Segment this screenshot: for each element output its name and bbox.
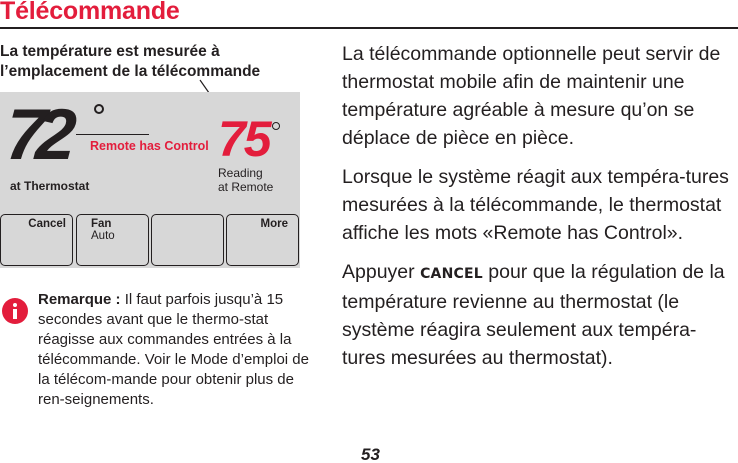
fan-title: Fan bbox=[91, 218, 112, 230]
more-button[interactable] bbox=[226, 214, 299, 266]
blank-button[interactable] bbox=[151, 214, 224, 266]
more-button-label: More bbox=[260, 218, 288, 230]
cancel-button-label: Cancel bbox=[28, 218, 66, 230]
reading-label-line1: Reading bbox=[218, 166, 263, 180]
fan-button[interactable] bbox=[76, 214, 149, 266]
note-lead: Remarque : bbox=[38, 291, 121, 308]
body-paragraph-2: Lorsque le système réagit aux tempéra-tures mesurées à la télécommande, le thermostat affiche les mots «Remote has Control». bbox=[342, 166, 729, 244]
body-paragraph-3: Appuyer CANCEL pour que la régulation de la température revienne au thermostat (le système réagira seulement aux tempéra-tures mesurées au thermostat). bbox=[342, 261, 725, 369]
note-text: Il faut parfois jusqu’à 15 secondes avant que le thermo-stat réagisse aux commandes entrées à la télécommande. Voir le Mode d’emploi de la télécom-mande pour obtenir plus de ren-seignements. bbox=[38, 291, 309, 408]
remote-temperature: 75 bbox=[218, 111, 270, 167]
thermostat-temperature: 72 bbox=[3, 95, 69, 175]
body-paragraph-1: La télécommande optionnelle peut servir de thermostat mobile afin de maintenir une température agréable à mesure qu’on se déplace de pièce en pièce. bbox=[342, 43, 721, 149]
cancel-key-label: CANCEL bbox=[420, 266, 483, 282]
figure-caption: La température est mesurée à l’emplacement de la télécommande bbox=[0, 43, 261, 80]
cancel-button[interactable] bbox=[0, 214, 73, 266]
fan-button-pointer-line bbox=[76, 134, 149, 135]
remote-reading-label bbox=[218, 166, 273, 194]
info-icon bbox=[2, 298, 28, 324]
fan-button-label bbox=[91, 218, 115, 242]
thermostat-display bbox=[0, 92, 300, 268]
degree-symbol-icon bbox=[94, 104, 104, 114]
body-text bbox=[342, 40, 738, 383]
reading-label-line2: at Remote bbox=[218, 180, 274, 194]
remote-control-status: Remote has Control bbox=[90, 139, 209, 153]
fan-value: Auto bbox=[91, 230, 115, 242]
page-number: 53 bbox=[361, 445, 380, 463]
note-paragraph bbox=[38, 290, 313, 410]
thermostat-label: at Thermostat bbox=[10, 179, 90, 193]
degree-symbol-icon bbox=[272, 122, 280, 130]
page-title: Télécommande bbox=[0, 0, 180, 25]
